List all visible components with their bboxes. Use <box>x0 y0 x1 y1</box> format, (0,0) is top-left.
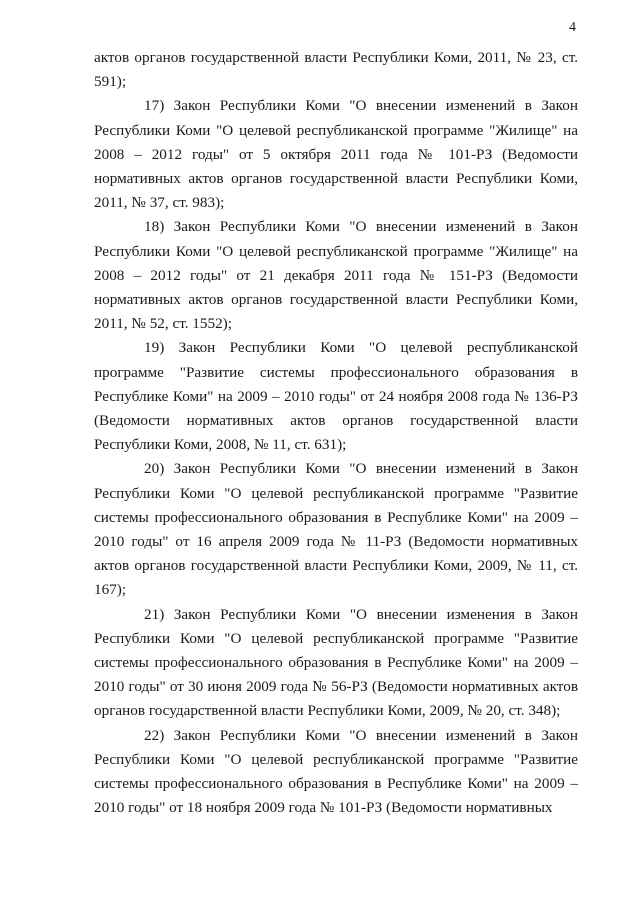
list-item-17: 17) Закон Республики Коми "О внесении изменений в Закон Республики Коми "О целевой республиканской программе "Жилище" на 2008 – 2012 годы" от 5 октября 2011 года № 101-РЗ (Ведомости нормативных актов органов государственной власти Республики Коми, 2011, № 37, ст. 983); <box>94 97 578 212</box>
list-item-22: 22) Закон Республики Коми "О внесении изменений в Закон Республики Коми "О целевой республиканской программе "Развитие системы профессионального образования в Республике Коми" на 2009 – 2010 годы" от 18 ноября 2009 года № 101-РЗ (Ведомости нормативных <box>94 726 578 817</box>
list-item-18: 18) Закон Республики Коми "О внесении изменений в Закон Республики Коми "О целевой республиканской программе "Жилище" на 2008 – 2012 годы" от 21 декабря 2011 года № 151-РЗ (Ведомости нормативных актов органов государственной власти Республики Коми, 2011, № 52, ст. 1552); <box>94 218 578 333</box>
list-item-21: 21) Закон Республики Коми "О внесении изменения в Закон Республики Коми "О целевой республиканской программе "Развитие системы профессионального образования в Республике Коми" на 2009 – 2010 годы" от 30 июня 2009 года № 56-РЗ (Ведомости нормативных актов органов государственной власти Республики Коми, 2009, № 20, ст. 348); <box>94 605 578 720</box>
document-body <box>94 46 578 821</box>
page-number: 4 <box>569 20 576 35</box>
paragraph-continuation: актов органов государственной власти Республики Коми, 2011, № 23, ст. 591); <box>94 49 578 91</box>
list-item-20: 20) Закон Республики Коми "О внесении изменений в Закон Республики Коми "О целевой республиканской программе "Развитие системы профессионального образования в Республике Коми" на 2009 – 2010 годы" от 16 апреля 2009 года № 11-РЗ (Ведомости нормативных актов органов государственной власти Республики Коми, 2009, № 11, ст. 167); <box>94 460 578 599</box>
list-item-19: 19) Закон Республики Коми "О целевой республиканской программе "Развитие системы профессионального образования в Республике Коми" на 2009 – 2010 годы" от 24 ноября 2008 года № 136-РЗ (Ведомости нормативных актов органов государственной власти Республики Коми, 2008, № 11, ст. 631); <box>94 339 578 454</box>
